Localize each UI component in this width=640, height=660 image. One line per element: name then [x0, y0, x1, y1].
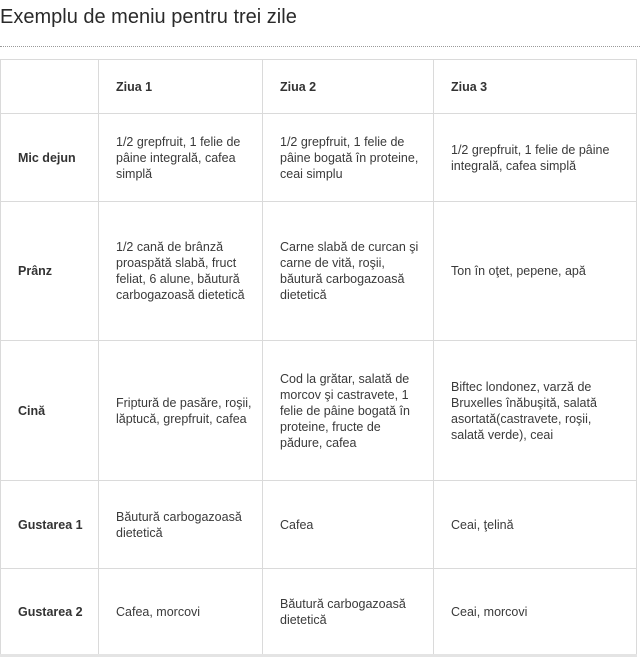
row-label-dinner: Cină [1, 341, 99, 481]
table-cell: Băutură carbogazoasă dietetică [99, 481, 263, 569]
table-cell: Biftec londonez, varză de Bruxelles înăbuşită, salată asortată(castravete, roşii, salată verde), ceai [434, 341, 637, 481]
row-label-breakfast: Mic dejun [1, 114, 99, 202]
row-label-lunch: Prânz [1, 202, 99, 341]
table-cell: Cafea [263, 481, 434, 569]
table-cell: Ceai, ţelină [434, 481, 637, 569]
table-cell: 1/2 grepfruit, 1 felie de pâine integrală, cafea simplă [434, 114, 637, 202]
table-cell: Friptură de pasăre, roşii, lăptucă, grepfruit, cafea [99, 341, 263, 481]
row-label-snack-1: Gustarea 1 [1, 481, 99, 569]
table-cell: Cafea, morcovi [99, 569, 263, 656]
table-row-lunch [1, 202, 637, 341]
menu-table [0, 59, 637, 657]
table-cell: Cod la grătar, salată de morcov şi castravete, 1 felie de pâine bogată în proteine, fructe de pădure, cafea [263, 341, 434, 481]
table-cell: 1/2 grepfruit, 1 felie de pâine integrală, cafea simplă [99, 114, 263, 202]
table-row-dinner [1, 341, 637, 481]
dotted-divider [0, 46, 640, 47]
table-cell: 1/2 grepfruit, 1 felie de pâine bogată în proteine, ceai simplu [263, 114, 434, 202]
table-cell: Carne slabă de curcan şi carne de vită, roşii, băutură carbogazoasă dietetică [263, 202, 434, 341]
table-cell: 1/2 cană de brânză proaspătă slabă, fruct feliat, 6 alune, băutură carbogazoasă dietetică [99, 202, 263, 341]
page-title: Exemplu de meniu pentru trei zile [0, 6, 297, 28]
table-row-breakfast [1, 114, 637, 202]
column-header-day-1: Ziua 1 [99, 60, 263, 114]
column-header-day-3: Ziua 3 [434, 60, 637, 114]
table-header-row [1, 60, 637, 114]
row-label-snack-2: Gustarea 2 [1, 569, 99, 656]
table-cell: Ceai, morcovi [434, 569, 637, 656]
column-header-day-2: Ziua 2 [263, 60, 434, 114]
table-row-snack-2 [1, 569, 637, 656]
table-cell: Ton în oţet, pepene, apă [434, 202, 637, 341]
table-corner-cell [1, 60, 99, 114]
table-cell: Băutură carbogazoasă dietetică [263, 569, 434, 656]
table-row-snack-1 [1, 481, 637, 569]
